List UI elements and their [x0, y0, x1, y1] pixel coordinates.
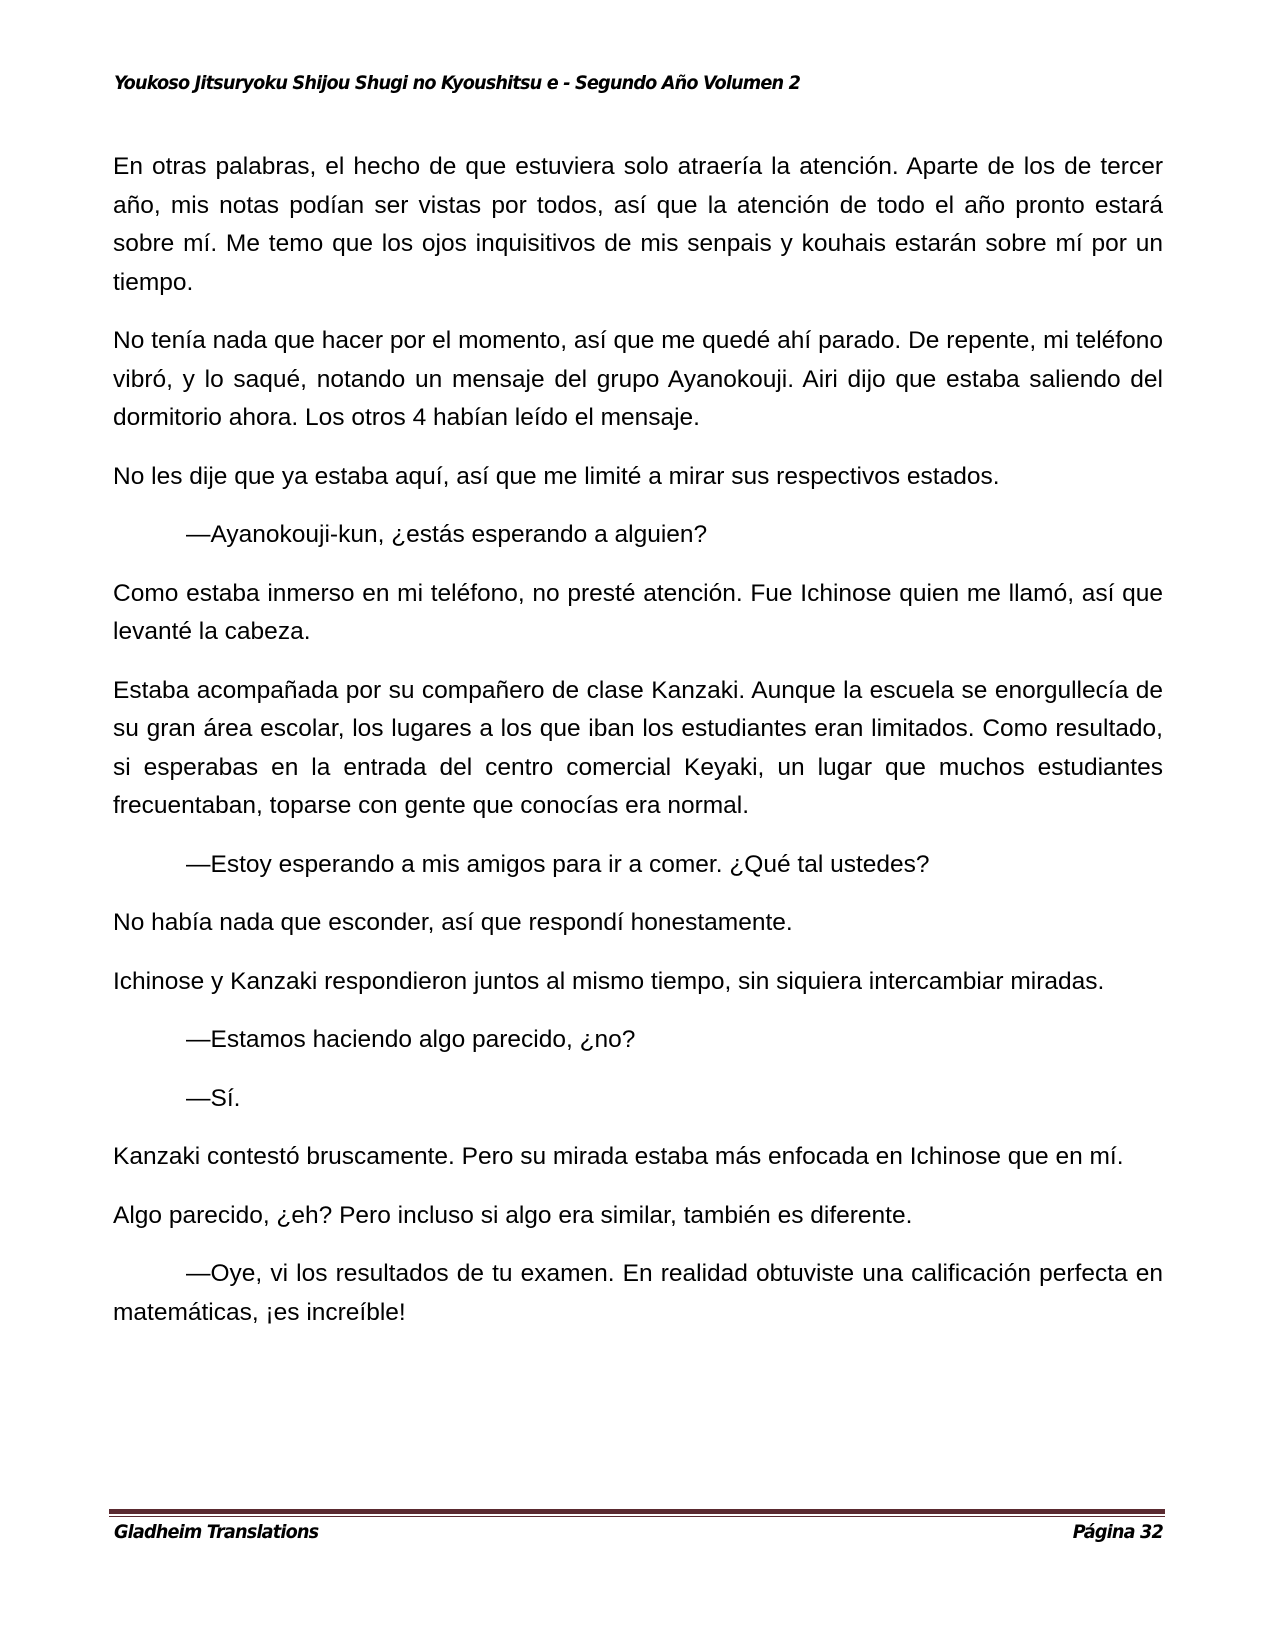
dialogue-line: —Ayanokouji-kun, ¿estás esperando a alguien?: [186, 521, 708, 548]
paragraph: No había nada que esconder, así que respondí honestamente.: [113, 909, 793, 936]
running-header-title: Youkoso Jitsuryoku Shijou Shugi no Kyoushitsu e - Segundo Año Volumen 2: [114, 72, 801, 94]
paragraph: En otras palabras, el hecho de que estuviera solo atraería la atención. Aparte de los de tercer año, mis notas podían ser vistas por todos, así que la atención de todo el año pronto estará sobre mí. Me temo que los ojos inquisitivos de mis senpais y kouhais estarán sobre mí por un tiempo.: [113, 153, 1163, 296]
dialogue-line: —Oye, vi los resultados de tu examen. En realidad obtuviste una calificación perfecta en matemáticas, ¡es increíble!: [113, 1260, 1163, 1326]
paragraph: Ichinose y Kanzaki respondieron juntos al mismo tiempo, sin siquiera intercambiar miradas.: [113, 967, 1105, 995]
paragraph: No les dije que ya estaba aquí, así que me limité a mirar sus respectivos estados.: [113, 462, 1000, 490]
paragraph: No tenía nada que hacer por el momento, así que me quedé ahí parado. De repente, mi teléfono vibró, y lo saqué, notando un mensaje del grupo Ayanokouji. Airi dijo que estaba saliendo del dormitorio ahora. Los otros 4 habían leído el mensaje.: [113, 327, 1163, 431]
page-number: Página 32: [1072, 1521, 1163, 1543]
footer-divider: [109, 1509, 1165, 1517]
dialogue-line: —Sí.: [186, 1084, 241, 1112]
footer-divider-thin: [109, 1516, 1165, 1517]
page-body: [113, 148, 1163, 1352]
paragraph: Algo parecido, ¿eh? Pero incluso si algo era similar, también es diferente.: [113, 1201, 913, 1229]
dialogue-line: —Estoy esperando a mis amigos para ir a comer. ¿Qué tal ustedes?: [186, 850, 930, 878]
paragraph: Estaba acompañada por su compañero de clase Kanzaki. Aunque la escuela se enorgullecía de su gran área escolar, los lugares a los que iban los estudiantes eran limitados. Como resultado, si esperabas en la entrada del centro comercial Keyaki, un lugar que muchos estudiantes frecuentaban, toparse con gente que conocías era normal.: [113, 676, 1163, 819]
footer-credit: Gladheim Translations: [114, 1521, 319, 1543]
paragraph: Kanzaki contestó bruscamente. Pero su mirada estaba más enfocada en Ichinose que en mí.: [113, 1143, 1124, 1170]
paragraph: Como estaba inmerso en mi teléfono, no presté atención. Fue Ichinose quien me llamó, así que levanté la cabeza.: [113, 579, 1163, 645]
dialogue-line: —Estamos haciendo algo parecido, ¿no?: [186, 1026, 636, 1053]
